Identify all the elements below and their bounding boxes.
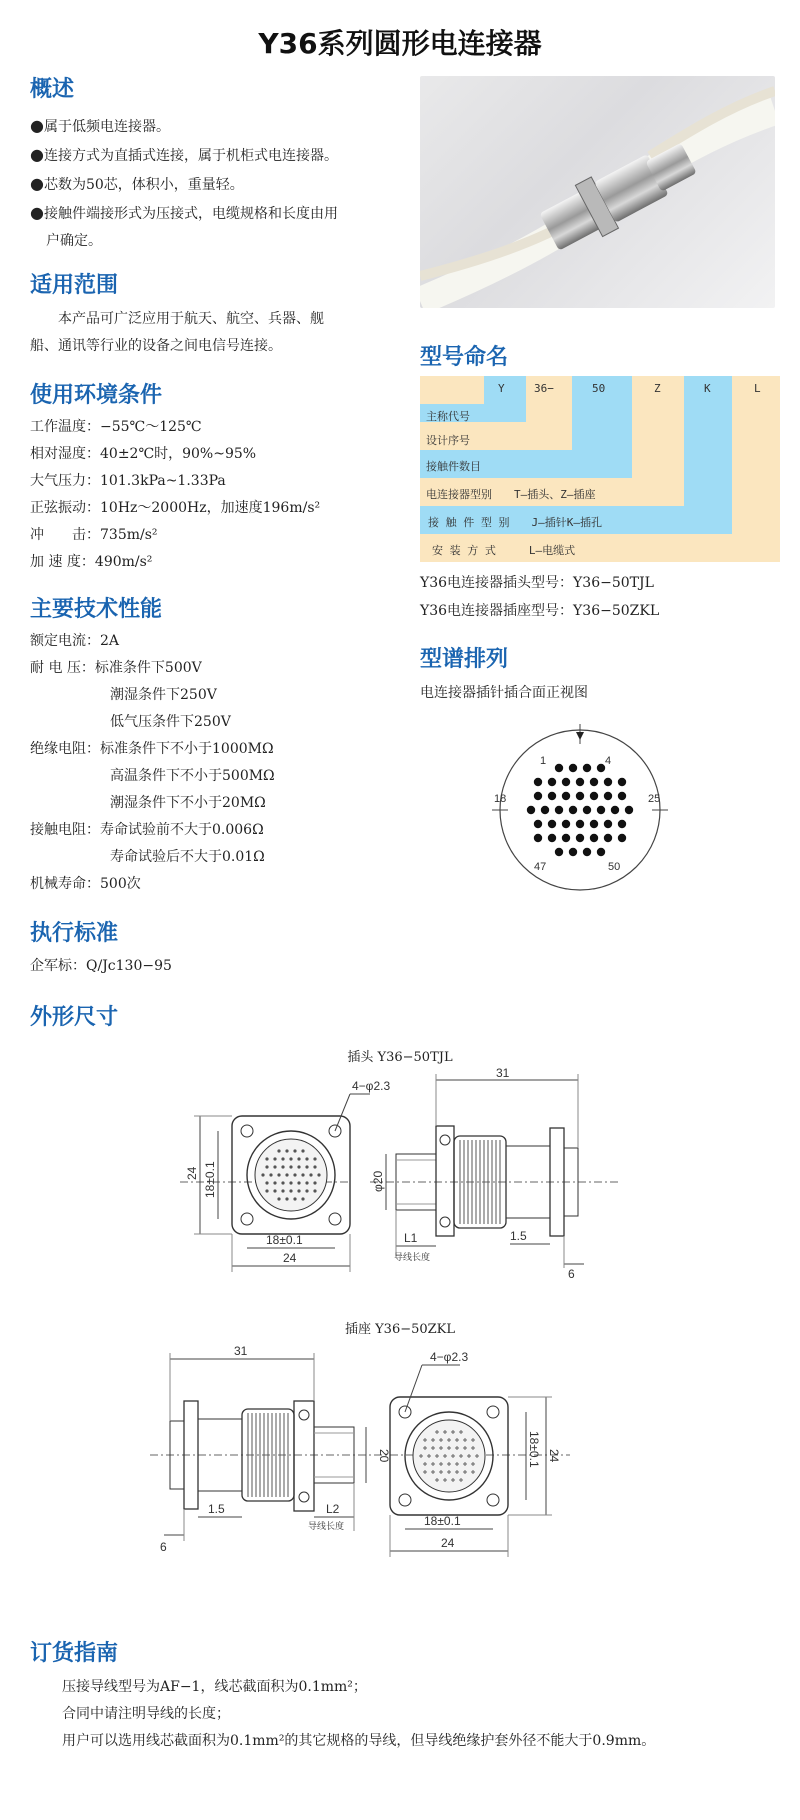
pin-dot	[289, 1157, 292, 1160]
code-K: K	[704, 382, 711, 395]
pin-dot	[265, 1157, 268, 1160]
pin-dot	[305, 1165, 308, 1168]
dim-1-5: 1.5	[510, 1229, 527, 1243]
pin-dot	[604, 834, 612, 842]
dim-L1: L1	[404, 1231, 418, 1245]
dim-phi20: φ20	[371, 1170, 385, 1192]
pin-label-18: 18	[494, 793, 507, 805]
pin-dot	[289, 1181, 292, 1184]
pin-dot	[569, 848, 577, 856]
naming-diagram: Y 36− 50 Z K L 主称代号 设计序号 接触件数目 电连接器型别 T—插头、Z—插座 接 触 件 型 别 J—插针K—插孔 安 装 方 式 L—电缆式	[420, 376, 780, 562]
dim-18-vertical: 18±0.1	[527, 1431, 541, 1468]
pin-dot	[534, 820, 542, 828]
pin-dot	[281, 1157, 284, 1160]
example-socket: Y36电连接器插座型号：Y36−50ZKL	[420, 603, 660, 619]
pin-dot	[576, 820, 584, 828]
environment-heading: 使用环境条件	[30, 383, 163, 408]
dim-6: 6	[568, 1267, 575, 1281]
dim-24-vertical: 24	[547, 1449, 561, 1463]
pin-dot	[273, 1181, 276, 1184]
dim-L2: L2	[326, 1502, 340, 1516]
pin-dot	[555, 806, 563, 814]
pin-dot	[309, 1173, 312, 1176]
pin-dot	[265, 1181, 268, 1184]
pin-dot	[269, 1173, 272, 1176]
pin-dot	[297, 1165, 300, 1168]
pin-dot	[618, 820, 626, 828]
pin-dot	[313, 1189, 316, 1192]
connector-photo	[420, 76, 775, 308]
pin-dot	[548, 778, 556, 786]
dimensions-heading: 外形尺寸	[30, 1005, 119, 1030]
list-item: 压接导线型号为AF−1，线芯截面积为0.1mm²；	[62, 1679, 367, 1695]
pin-dot	[265, 1165, 268, 1168]
pin-dot	[273, 1165, 276, 1168]
list-item: ●属于低频电连接器。	[30, 116, 170, 135]
dim-24-vertical: 24	[185, 1166, 199, 1180]
pin-dot	[576, 792, 584, 800]
socket-caption: 插座 Y36−50ZKL	[344, 1322, 456, 1337]
standard-text: 企军标：Q/Jc130−95	[30, 958, 172, 974]
scope-text: 本产品可广泛应用于航天、航空、兵器、舰 船、通讯等行业的设备之间电信号连接。	[30, 311, 324, 354]
pin-dot	[289, 1189, 292, 1192]
pin-dot	[285, 1149, 288, 1152]
pin-dot	[297, 1181, 300, 1184]
dim-18-horizontal: 18±0.1	[424, 1514, 461, 1528]
pin-dot	[576, 778, 584, 786]
wire-length-label: 导线长度	[394, 1253, 431, 1263]
dim-24-horizontal: 24	[441, 1536, 455, 1550]
code-L: L	[754, 382, 761, 395]
pin-dot	[285, 1197, 288, 1200]
hole-spec-label: 4−φ2.3	[430, 1350, 469, 1364]
pin-dot	[301, 1197, 304, 1200]
pin-dot	[305, 1189, 308, 1192]
pin-dot	[527, 806, 535, 814]
pin-dot	[281, 1181, 284, 1184]
pin-dot	[597, 848, 605, 856]
pin-dot	[313, 1181, 316, 1184]
pin-dot	[618, 792, 626, 800]
pin-dot	[301, 1173, 304, 1176]
ordering-heading: 订货指南	[30, 1641, 119, 1666]
plug-caption: 插头 Y36−50TJL	[347, 1050, 453, 1065]
pin-dot	[273, 1157, 276, 1160]
code-Z: Z	[654, 382, 661, 395]
pin-dot	[590, 778, 598, 786]
pin-dot	[534, 778, 542, 786]
pin-dot	[597, 806, 605, 814]
pin-dot	[569, 764, 577, 772]
scope-heading: 适用范围	[30, 273, 119, 298]
pin-dot	[273, 1189, 276, 1192]
pin-dot	[548, 820, 556, 828]
pin-dot	[569, 806, 577, 814]
pin-dot	[541, 806, 549, 814]
pin-dot	[590, 792, 598, 800]
dim-31: 31	[496, 1068, 510, 1080]
pin-dot	[611, 806, 619, 814]
pin-dot	[281, 1165, 284, 1168]
pin-dot	[317, 1173, 320, 1176]
dim-20: 20	[377, 1449, 391, 1463]
list-item: 户确定。	[46, 233, 102, 249]
pin-dot	[576, 834, 584, 842]
pin-dot	[562, 792, 570, 800]
pin-label-47: 47	[534, 861, 547, 873]
dim-18-vertical: 18±0.1	[203, 1161, 217, 1198]
code-50: 50	[592, 382, 606, 395]
pin-dot	[618, 834, 626, 842]
pin-dot	[277, 1149, 280, 1152]
pin-layout-diagram	[490, 720, 670, 900]
pin-dot	[277, 1173, 280, 1176]
list-item: 用户可以选用线芯截面积为0.1mm²的其它规格的导线，但导线绝缘护套外径不能大于0.9mm。	[62, 1733, 656, 1749]
pin-dot	[534, 834, 542, 842]
tech-heading: 主要技术性能	[30, 597, 163, 622]
pin-dot	[604, 792, 612, 800]
list-item: ●芯数为50芯，体积小，重量轻。	[30, 174, 244, 193]
pin-label-25: 25	[648, 793, 661, 805]
pin-dot	[293, 1173, 296, 1176]
pin-dot	[297, 1189, 300, 1192]
pin-dot	[590, 834, 598, 842]
pin-dot	[562, 834, 570, 842]
pin-dot	[555, 848, 563, 856]
list-item: 冲 击：735m/s²	[30, 527, 158, 543]
plug-drawing	[180, 1068, 640, 1290]
example-plug: Y36电连接器插头型号：Y36−50TJL	[420, 575, 654, 591]
pin-dot	[261, 1173, 264, 1176]
list-item: 正弦振动：10Hz～2000Hz，加速度196m/s²	[30, 500, 321, 516]
ordering-list	[62, 1674, 782, 1755]
pin-dot	[289, 1165, 292, 1168]
pin-dot	[293, 1149, 296, 1152]
pin-dot	[604, 820, 612, 828]
dim-24-horizontal: 24	[283, 1251, 297, 1265]
pin-dot	[625, 806, 633, 814]
pin-dot	[277, 1197, 280, 1200]
list-item: 大气压力：101.3kPa~1.33Pa	[30, 473, 226, 489]
pin-dot	[281, 1189, 284, 1192]
list-item: 合同中请注明导线的长度；	[62, 1706, 230, 1722]
pin-dot	[285, 1173, 288, 1176]
pin-dot	[534, 792, 542, 800]
pin-dot	[301, 1149, 304, 1152]
dim-1-5: 1.5	[208, 1502, 225, 1516]
pin-label-50: 50	[608, 861, 621, 873]
list-item: 工作温度：−55℃～125℃	[30, 419, 202, 435]
code-36: 36−	[534, 382, 554, 395]
code-Y: Y	[498, 382, 505, 395]
hole-spec-label: 4−φ2.3	[352, 1079, 391, 1093]
pin-dot	[548, 792, 556, 800]
pin-dot	[548, 834, 556, 842]
pin-dot	[590, 820, 598, 828]
overview-list	[30, 112, 390, 255]
list-item: ●连接方式为直插式连接，属于机柜式电连接器。	[30, 145, 338, 164]
dim-18-horizontal: 18±0.1	[266, 1233, 303, 1247]
socket-drawing	[150, 1345, 670, 1575]
overview-heading: 概述	[30, 77, 75, 102]
pin-dot	[313, 1157, 316, 1160]
pin-dot	[265, 1189, 268, 1192]
tech-list: 额定电流：2A 耐 电 压：标准条件下500V 潮湿条件下250V 低气压条件下250V 绝缘电阻：标准条件下不小于1000MΩ 高温条件下不小于500MΩ 潮湿条件下不小于20MΩ 接触电阻：寿命试验前不大于0.006Ω 寿命试验后不大于0.01Ω 机械寿命：500次	[30, 633, 275, 892]
pin-dot	[305, 1181, 308, 1184]
naming-heading: 型号命名	[420, 345, 509, 370]
pin-dot	[555, 764, 563, 772]
environment-list	[30, 414, 400, 576]
pin-dot	[562, 820, 570, 828]
dim-31: 31	[234, 1345, 248, 1358]
pin-dot	[583, 848, 591, 856]
pin-label-4: 4	[605, 755, 612, 767]
list-item: 相对湿度：40±2℃时，90%~95%	[30, 446, 257, 462]
pin-dot	[297, 1157, 300, 1160]
pin-dot	[313, 1165, 316, 1168]
list-item: 加 速 度：490m/s²	[30, 554, 153, 570]
pattern-caption: 电连接器插针插合面正视图	[420, 685, 588, 701]
pattern-heading: 型谱排列	[420, 647, 509, 672]
list-item: ●接触件端接形式为压接式，电缆规格和长度由用	[30, 203, 338, 222]
pin-label-1: 1	[540, 755, 547, 767]
pin-dot	[583, 806, 591, 814]
pin-dot	[583, 764, 591, 772]
pin-dot	[597, 764, 605, 772]
wire-length-label: 导线长度	[308, 1522, 345, 1532]
pin-dot	[618, 778, 626, 786]
pin-dot	[305, 1157, 308, 1160]
dim-6: 6	[160, 1540, 167, 1554]
page-title: Y36系列圆形电连接器	[258, 27, 542, 60]
standard-heading: 执行标准	[30, 921, 119, 946]
pin-dot	[604, 778, 612, 786]
pin-dot	[562, 778, 570, 786]
pin-dot	[293, 1197, 296, 1200]
